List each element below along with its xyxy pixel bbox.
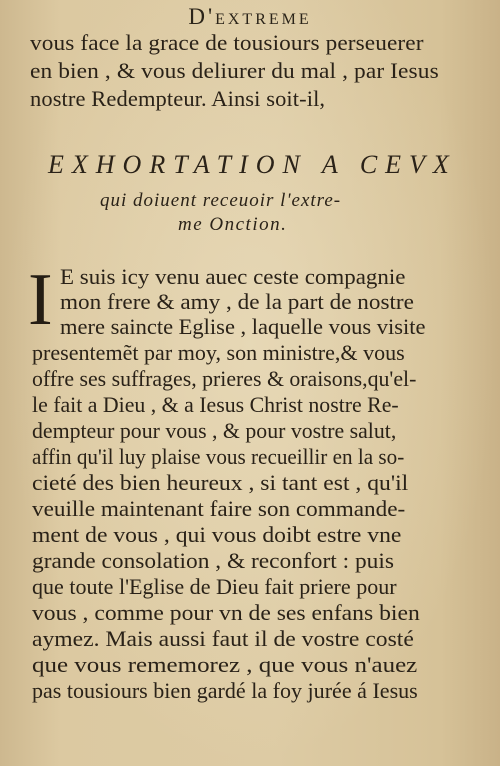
body-line: affin qu'il luy plaise vous recueillir en la so- bbox=[32, 444, 405, 469]
body-line: que toute l'Eglise de Dieu fait priere pour bbox=[32, 574, 397, 599]
body-line: aymez. Mais aussi faut il de vostre costé bbox=[32, 626, 414, 651]
prayer-line: en bien , & vous deliurer du mal , par Iesus bbox=[30, 58, 439, 83]
prayer-line: nostre Redempteur. Ainsi soit-il, bbox=[30, 86, 326, 111]
drop-cap: I bbox=[28, 259, 53, 341]
prayer-line: vous face la grace de tousiours perseuerer bbox=[30, 30, 424, 55]
body-line: mere saincte Eglise , laquelle vous visite bbox=[60, 314, 426, 339]
body-line: dempteur pour vous , & pour vostre salut, bbox=[32, 418, 397, 443]
section-heading-subtitle: qui doiuent receuoir l'extre- bbox=[100, 190, 342, 211]
body-line: pas tousiours bien gardé la foy jurée á Iesus bbox=[32, 678, 418, 703]
body-line: vous , comme pour vn de ses enfans bien bbox=[32, 600, 420, 625]
body-line: E suis icy venu auec ceste compagnie bbox=[60, 264, 406, 289]
body-line: le fait a Dieu , & a Iesus Christ nostre Re- bbox=[32, 392, 399, 417]
section-heading-subtitle-end: me Onction. bbox=[178, 214, 288, 235]
body-line: offre ses suffrages, prieres & oraisons,qu'el- bbox=[32, 366, 417, 391]
body-line: grande consolation , & reconfort : puis bbox=[32, 548, 394, 573]
body-line: veuille maintenant faire son commande- bbox=[32, 496, 406, 521]
body-line: que vous rememorez , que vous n'auez bbox=[32, 652, 418, 677]
section-heading: EXHORTATION A CEVX bbox=[48, 150, 457, 179]
running-head: D'extreme bbox=[188, 4, 312, 29]
body-line: presentemẽt par moy, son ministre,& vous bbox=[32, 340, 405, 365]
body-line: ment de vous , qui vous doibt estre vne bbox=[32, 522, 402, 547]
body-line: cieté des bien heureux , si tant est , qu'il bbox=[32, 470, 409, 495]
show-through-text bbox=[362, 120, 482, 280]
body-line: mon frere & amy , de la part de nostre bbox=[60, 289, 414, 314]
